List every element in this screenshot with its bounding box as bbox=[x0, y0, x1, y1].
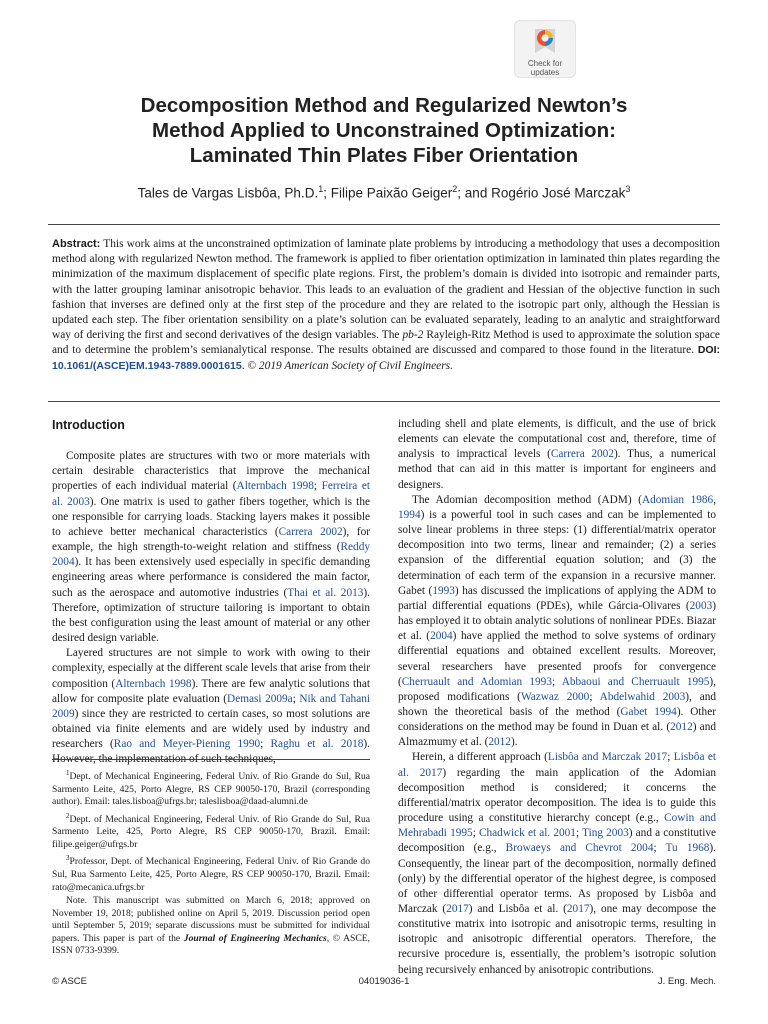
journal-name: Journal of Engineering Mechanics bbox=[183, 932, 327, 944]
abstract-section bbox=[48, 224, 720, 402]
text-run: ; bbox=[575, 827, 583, 840]
citation-link[interactable]: Raghu et al. 2018 bbox=[270, 738, 364, 751]
footnote-1 bbox=[52, 767, 370, 809]
abstract-body-2: Rayleigh-Ritz Method is used to approximate the solution space and to determine the problem’s semianalytical response. The results obtained are discussed and compared to those found in the literature. bbox=[52, 329, 720, 357]
citation-link[interactable]: Tu 1968 bbox=[665, 842, 710, 855]
citation-link[interactable]: 2004 bbox=[430, 630, 453, 643]
note-text: Note. This manuscript was submitted on March 6, 2018; approved on November 19, 2018; published online on April 5, 2019. Discussion period open until September 5, 2019; separate discussions must be submitted for individual papers. This paper is part of the bbox=[52, 895, 370, 944]
footnote-text: Dept. of Mechanical Engineering, Federal Univ. of Rio Grande do Sul, Rua Sarmento Leite, 425, Porto Alegre, RS CEP 90050-170, Brazil (corresponding author). Email: tales.lisboa@ufrgs.br; taleslisboa@daad-alumni.de bbox=[52, 771, 370, 808]
text-run: ; bbox=[260, 738, 271, 751]
text-run: ), for example, the high strength-to-weight relation and stiffness ( bbox=[52, 525, 370, 554]
citation-link[interactable]: Abdelwahid 2003 bbox=[599, 690, 686, 703]
text-run: Composite plates are structures with two or more materials with certain desirable characteristics that improve the mechanical properties of each individual material ( bbox=[52, 450, 370, 493]
text-run: ). There are few analytic solutions that allow for composite plate evaluation ( bbox=[52, 677, 370, 705]
citation-link[interactable]: Cowin and Mehrabadi 1995 bbox=[398, 812, 717, 840]
citation-link[interactable]: 2003 bbox=[689, 599, 713, 612]
text-run: ; bbox=[589, 690, 600, 703]
footer-publisher: © ASCE bbox=[52, 976, 87, 987]
citation-link[interactable]: Alternbach 1998 bbox=[236, 480, 314, 493]
citation-link[interactable]: Rao and Meyer-Piening 1990 bbox=[113, 738, 261, 751]
author-2-affil: 2 bbox=[452, 184, 458, 194]
text-run: ). It has been extensively used especially in specific demanding engineering areas where performance is considered the main factor, such as the aerospace and automotive industries ( bbox=[52, 556, 370, 599]
left-column bbox=[52, 418, 370, 767]
title-line-1: Decomposition Method and Regularized Newton’s bbox=[140, 94, 628, 117]
footnote-2 bbox=[52, 810, 370, 852]
intro-paragraph-1 bbox=[52, 449, 370, 646]
text-run: ) has discussed the implications of applying the ADM to partial differential equations (PDEs), while Gárcia-Olivares ( bbox=[398, 584, 717, 612]
text-run: Herein, a different approach ( bbox=[412, 751, 548, 764]
footnote-3 bbox=[52, 852, 370, 894]
abstract-text: Abstract: This work aims at the unconstrained optimization of laminate plate problems by introducing a methodology that uses a decomposition method along with regularized Newton method. The framework is applied to fiber orientation optimization in laminated thin plates regarding the minimization of the maximum displacement of specific plate regions. First, the problem’s domain is divided into isotropic and remainder parts, with the latter grouping laminar anisotropic behavior. This leads to an evaluation of the gradient and Hessian of the objective function in such fashion that inverses are defined only at the first step of the procedure and they are related to the isotropic part only, although the Hessian is updated each step. The fiber orientation sensibility on a plate’s solution can be evaluated separately, leading to an analytic and straightforward way of deriving the first and second derivatives of the design variables. The pb-2 Rayleigh-Ritz Method is used to approximate the solution space and to determine the problem’s semianalytical response. The results obtained are discussed and compared to those found in the literature. DOI: 10.1061/(ASCE)EM.1943-7889.0001615. © 2019 American Society of Civil Engineers. bbox=[52, 238, 720, 372]
citation-link[interactable]: Nik and Tahani 2009 bbox=[52, 692, 370, 720]
text-run: ) have applied the method to solve systems of ordinary differential equations and obtained excellent results. Moreover, several researchers have presented proofs for convergence ( bbox=[398, 630, 716, 688]
title-line-3: Laminated Thin Plates Fiber Orientation bbox=[189, 144, 579, 167]
check-for-updates-badge[interactable] bbox=[514, 20, 576, 78]
text-run: ) regarding the main application of the Adomian decomposition method is considered; it concerns the differential/matrix operator decomposition. The idea is to guide this procedure using a constitutive hierarchy concept (e.g., bbox=[398, 766, 716, 825]
text-run: ), one may decompose the constitutive matrix into isotropic and anisotropic terms, resulting in isotropic and anisotropic differential operators. Therefore, the recursive procedure is, essentially, the problem’s isotropic solution being recursively enhanced by anisotropic contributions. bbox=[398, 903, 717, 976]
text-run: ). However, the implementation of such techniques, bbox=[52, 738, 370, 766]
paper-title bbox=[60, 93, 708, 168]
citation-link[interactable]: Cherruault and Adomian 1993 bbox=[401, 675, 552, 688]
doi-link[interactable]: 10.1061/(ASCE)EM.1943-7889.0001615 bbox=[52, 359, 242, 372]
text-run: ). One matrix is used to gather fibers together, which is the one responsible for carrying loads. Stacking layers makes it possible to achieve better mechanical characteristics ( bbox=[52, 495, 370, 538]
page-footer bbox=[52, 976, 716, 990]
citation-link[interactable]: Abbaoui and Cherruault 1995 bbox=[561, 675, 710, 688]
text-run: , bbox=[713, 493, 717, 506]
section-heading-introduction: Introduction bbox=[52, 418, 125, 432]
text-run: ). Therefore, optimization of structure tailoring is important to obtain the best configuration using the least amount of material or any other desired design variable. bbox=[52, 586, 370, 645]
citation-link[interactable]: 2017 bbox=[566, 903, 590, 915]
citation-link[interactable]: Alternbach 1998 bbox=[115, 677, 192, 690]
citation-link[interactable]: Ferreira et al. 2003 bbox=[52, 480, 371, 508]
citation-link[interactable]: Ting 2003 bbox=[582, 827, 629, 840]
crossmark-icon bbox=[532, 26, 558, 56]
badge-line-1: Check for bbox=[527, 59, 563, 68]
author-3-affil: 3 bbox=[625, 184, 631, 194]
intro-paragraph-4 bbox=[398, 493, 716, 751]
citation-link[interactable]: Carrera 2002 bbox=[550, 448, 614, 461]
text-run: ) is a powerful tool in such cases and can be implemented to solve linear problems in three steps: (1) differential/matrix operator decomposition into two terms, linear and remainder; (2) a series expansion of the differential equation solution; and (3) the determination of each term of the expansion in a recursive manner. Gabet ( bbox=[398, 508, 716, 597]
citation-link[interactable]: Reddy 2004 bbox=[52, 541, 370, 569]
text-run: ). Consequently, the linear part of the decomposition, normally defined (only) by the differential operator of the highest degree, is composed of other differential operator terms. As proposed by Lisbôa and Marczak ( bbox=[398, 842, 717, 915]
badge-line-2: updates bbox=[530, 68, 560, 77]
copyright-notice: © 2019 American Society of Civil Engineers. bbox=[247, 359, 453, 372]
citation-link[interactable]: Carrera 2002 bbox=[278, 525, 343, 538]
text-run: ) and Lisbôa et al. ( bbox=[468, 903, 567, 915]
citation-link[interactable]: 1994 bbox=[398, 508, 421, 521]
text-run: ) has employed it to obtain analytic solutions of nonlinear PDEs. Biazar et al. ( bbox=[398, 599, 716, 643]
text-run: The Adomian decomposition method (ADM) ( bbox=[412, 493, 642, 506]
citation-link[interactable]: 2017 bbox=[446, 903, 469, 915]
abstract-label: Abstract: bbox=[52, 238, 101, 250]
citation-link[interactable]: Lisbôa and Marczak 2017 bbox=[547, 751, 668, 764]
text-run: ). Thus, a numerical method that can aid in this matter is important for engineers and designers. bbox=[398, 448, 717, 491]
abstract-body: This work aims at the unconstrained optimization of laminate plate problems by introducing a methodology that uses a decomposition method along with regularized Newton method. The framework is applied to fiber orientation optimization in laminated thin plates regarding the minimization of the maximum displacement of specific plate regions. First, the problem’s domain is divided into isotropic and remainder parts, with the latter grouping laminar anisotropic behavior. This leads to an evaluation of the gradient and Hessian of the objective function in such fashion that inverses are defined only at the first step of the procedure and they are related to the isotropic part only, although the Hessian is updated each step. The fiber orientation sensibility on a plate’s solution can be evaluated separately, leading to an analytic and straightforward way of deriving the first and second derivatives of the design variables. The bbox=[52, 238, 720, 342]
intro-paragraph-5 bbox=[398, 750, 716, 977]
intro-paragraph-2 bbox=[52, 646, 370, 767]
citation-link[interactable]: Gabet 1994 bbox=[620, 705, 677, 718]
footnote-text: Professor, Dept. of Mechanical Engineering, Federal Univ. of Rio Grande do Sul, Rua Sarmento Leite, 425, Porto Alegre, RS CEP 90050-170, Brazil. Email: rato@mecanica.ufrgs.br bbox=[52, 856, 370, 893]
footnotes bbox=[52, 767, 370, 959]
badge-label bbox=[514, 59, 576, 77]
citation-link[interactable]: Lisbôa et al. 2017 bbox=[398, 751, 716, 779]
text-run: ) since they are restricted to certain cases, so most solutions are obtained via finite elements and are widely used by industry and researchers ( bbox=[52, 707, 370, 751]
text-run: ; bbox=[472, 827, 479, 840]
intro-paragraph-3 bbox=[398, 417, 716, 493]
citation-link[interactable]: 1993 bbox=[432, 584, 455, 597]
doi-label: DOI: bbox=[697, 344, 720, 357]
citation-link[interactable]: Adomian 1986 bbox=[641, 493, 714, 506]
text-run: ). bbox=[510, 736, 518, 749]
footer-article-number: 04019036-1 bbox=[358, 976, 410, 987]
author-list bbox=[40, 184, 728, 201]
abstract-pb2: pb-2 bbox=[402, 329, 424, 342]
title-line-2: Method Applied to Unconstrained Optimization: bbox=[152, 119, 616, 142]
citation-link[interactable]: Demasi 2009a bbox=[227, 692, 293, 705]
text-run: ; bbox=[551, 675, 562, 688]
citation-link[interactable]: 2012 bbox=[670, 721, 693, 734]
text-run: including shell and plate elements, is difficult, and the use of brick elements can elevate the computational cost and, therefore, time of analysis to impractical levels ( bbox=[398, 418, 716, 461]
author-3: ; and Rogério José Marczak bbox=[457, 185, 626, 201]
footnote-marker: 3 bbox=[66, 854, 70, 863]
text-run: ; bbox=[292, 692, 300, 705]
citation-link[interactable]: 2012 bbox=[488, 736, 511, 749]
text-run: ) and Almazmumy et al. ( bbox=[398, 721, 716, 749]
text-run: ; bbox=[653, 842, 666, 855]
author-1-affil: 1 bbox=[318, 184, 324, 194]
citation-link[interactable]: Browaeys and Chevrot 2004 bbox=[505, 842, 654, 855]
author-1: Tales de Vargas Lisbôa, Ph.D. bbox=[137, 185, 319, 201]
text-run: ) and a constitutive decomposition (e.g., bbox=[398, 827, 716, 855]
text-run: Layered structures are not simple to work with owing to their complexity, especially at the different scale levels that arise from their composition ( bbox=[52, 647, 370, 690]
submission-note bbox=[52, 895, 370, 958]
text-run: ), and shown the theoretical basis of the method ( bbox=[398, 690, 717, 718]
footnote-divider bbox=[52, 759, 370, 760]
footer-journal: J. Eng. Mech. bbox=[657, 976, 716, 987]
footnote-marker: 1 bbox=[66, 769, 70, 777]
citation-link[interactable]: Thai et al. 2013 bbox=[287, 586, 364, 599]
footnote-marker: 2 bbox=[66, 811, 70, 820]
citation-link[interactable]: Chadwick et al. 2001 bbox=[478, 827, 576, 840]
text-run: ; bbox=[667, 751, 674, 764]
text-run: ). Other considerations on the method may be found in Duan et al. ( bbox=[398, 705, 716, 734]
footnote-text: Dept. of Mechanical Engineering, Federal Univ. of Rio Grande do Sul, Rua Sarmento Leite, 425, Porto Alegre, RS CEP 90050-170, Brazil. Email: filipe.geiger@ufrgs.br bbox=[52, 813, 370, 850]
right-column bbox=[398, 417, 716, 978]
text-run: ), proposed modifications ( bbox=[398, 675, 717, 703]
text-run: ; bbox=[313, 480, 322, 493]
author-2: ; Filipe Paixão Geiger bbox=[323, 185, 453, 201]
note-text-end: , © ASCE, ISSN 0733-9399. bbox=[52, 932, 370, 957]
citation-link[interactable]: Wazwaz 2000 bbox=[520, 690, 590, 703]
